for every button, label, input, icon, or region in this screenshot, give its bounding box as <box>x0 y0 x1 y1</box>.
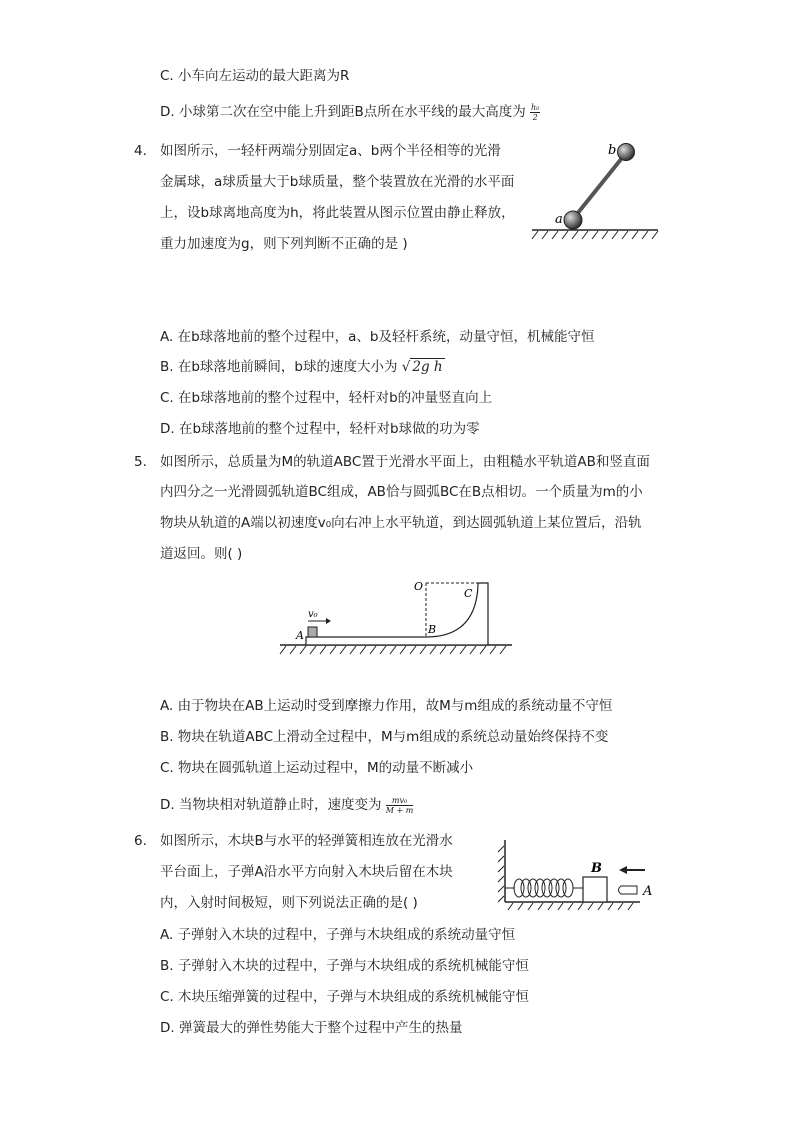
fraction-denominator: M + m <box>385 805 414 815</box>
q5-stem-line-3: 物块从轨道的A端以初速度v₀向右冲上水平轨道，到达圆弧轨道上某位置后，沿轨 <box>160 515 642 531</box>
q4-option-d: D. 在b球落地前的整个过程中，轻杆对b球做的功为零 <box>160 421 480 437</box>
q3-option-d-fraction <box>530 103 540 122</box>
label-b: b <box>608 143 617 158</box>
q4-stem-line-4: 重力加速度为g，则下列判断不正确的是 ) <box>160 236 408 252</box>
q6-number: 6. <box>134 833 147 849</box>
q5-stem-line-2: 内四分之一光滑圆弧轨道BC组成，AB恰与圆弧BC在B点相切。一个质量为m的小 <box>160 484 643 500</box>
q5-option-a: A. 由于物块在AB上运动时受到摩擦力作用，故M与m组成的系统动量不守恒 <box>160 698 613 714</box>
label-B: B <box>428 623 437 636</box>
q5-option-d <box>160 795 413 815</box>
q4-option-c: C. 在b球落地前的整个过程中，轻杆对b的冲量竖直向上 <box>160 390 493 406</box>
q5-stem-line-1: 如图所示，总质量为M的轨道ABC置于光滑水平面上，由粗糙水平轨道AB和竖直面 <box>160 454 650 470</box>
label-B: B <box>591 861 602 876</box>
label-v0: v₀ <box>308 609 318 620</box>
label-A: A <box>296 629 304 642</box>
q4-option-a: A. 在b球落地前的整个过程中，a、b及轻杆系统，动量守恒，机械能守恒 <box>160 329 595 345</box>
fraction-numerator: h₀ <box>531 102 540 112</box>
label-a: a <box>555 212 563 227</box>
q3-option-d-text: D. 小球第二次在空中能上升到距B点所在水平线的最大高度为 <box>160 104 526 120</box>
q5-option-b: B. 物块在轨道ABC上滑动全过程中，M与m组成的系统总动量始终保持不变 <box>160 729 609 745</box>
q4-number: 4. <box>134 143 147 159</box>
q6-stem-line-2: 平台面上，子弹A沿水平方向射入木块后留在木块 <box>160 864 453 880</box>
q6-option-d: D. 弹簧最大的弹性势能大于整个过程中产生的热量 <box>160 1020 463 1036</box>
q4-stem-line-2: 金属球，a球质量大于b球质量，整个装置放在光滑的水平面 <box>160 174 515 190</box>
q4-option-b <box>160 357 445 377</box>
q3-option-c: C. 小车向左运动的最大距离为R <box>160 68 350 84</box>
q5-option-c: C. 物块在圆弧轨道上运动过程中，M的动量不断减小 <box>160 760 474 776</box>
q6-option-c: C. 木块压缩弹簧的过程中，子弹与木块组成的系统机械能守恒 <box>160 989 530 1005</box>
q6-option-a: A. 子弹射入木块的过程中，子弹与木块组成的系统动量守恒 <box>160 927 516 943</box>
q6-stem-line-1: 如图所示，木块B与水平的轻弹簧相连放在光滑水 <box>160 833 453 849</box>
q5-number: 5. <box>134 454 147 470</box>
q5-stem-line-4: 道返回。则( ) <box>160 546 243 562</box>
fraction-numerator: mv₀ <box>386 796 414 806</box>
label-A: A <box>643 884 653 899</box>
q4-figure-rod-balls <box>530 135 665 245</box>
q6-stem-line-3: 内，入射时间极短，则下列说法正确的是( ) <box>160 895 418 911</box>
q3-option-d <box>160 102 540 122</box>
sqrt-radicand: 2g h <box>412 359 443 375</box>
label-C: C <box>464 587 473 600</box>
q4-option-b-text: B. 在b球落地前瞬间，b球的速度大小为 <box>160 359 398 375</box>
label-O: O <box>414 580 424 593</box>
q4-stem-line-3: 上，设b球离地高度为h，将此装置从图示位置由静止释放， <box>160 205 515 221</box>
q6-figure-spring-block <box>495 836 665 912</box>
sqrt-expression: √ 2g h <box>401 359 443 375</box>
fraction-denominator: 2 <box>532 112 538 122</box>
q5-option-d-text: D. 当物块相对轨道静止时，速度变为 <box>160 797 382 813</box>
q6-option-b: B. 子弹射入木块的过程中，子弹与木块组成的系统机械能守恒 <box>160 958 529 974</box>
q5-option-d-fraction <box>386 796 414 815</box>
q4-stem-line-1: 如图所示，一轻杆两端分别固定a、b两个半径相等的光滑 <box>160 143 501 159</box>
q5-figure-track <box>278 575 516 657</box>
